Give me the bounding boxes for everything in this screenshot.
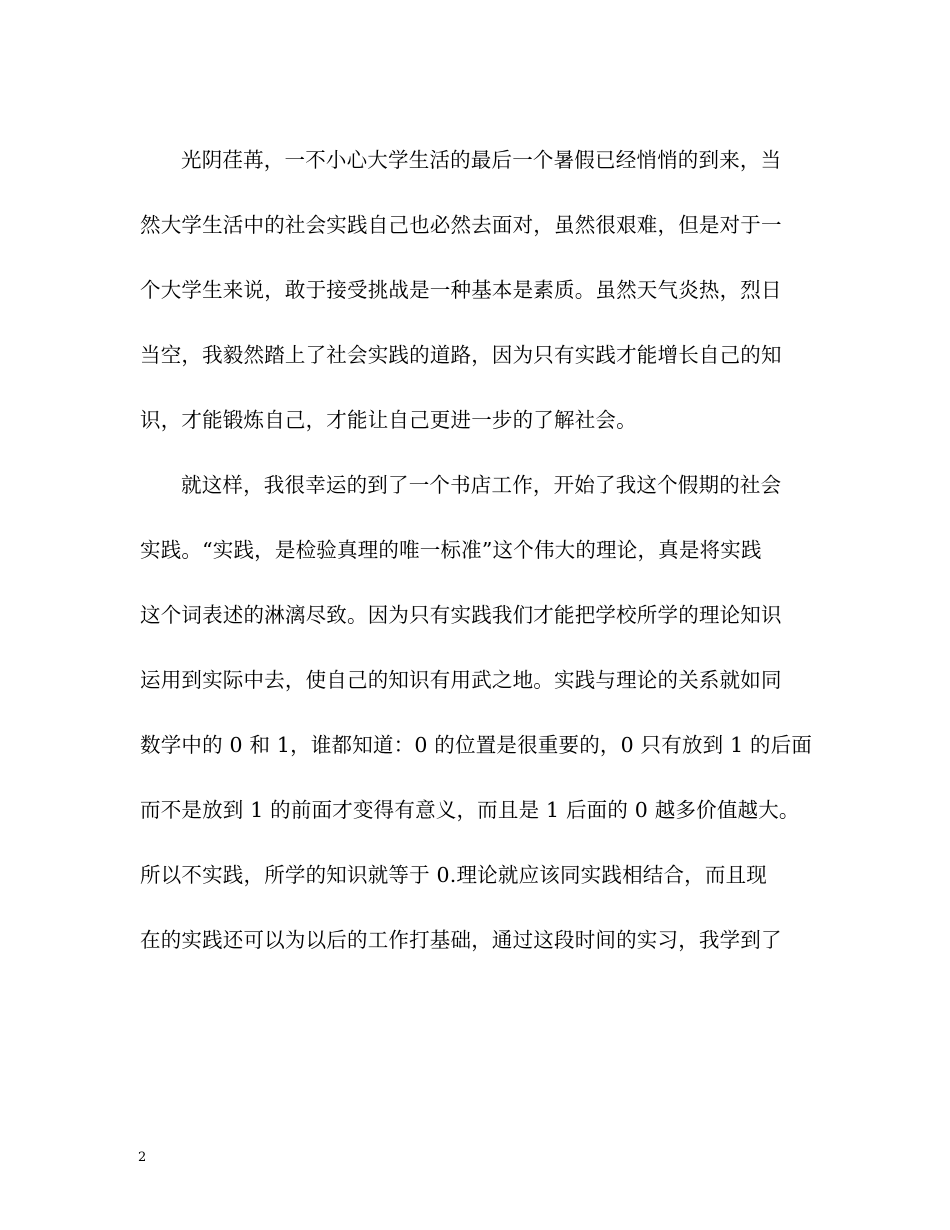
text-line: 当空，我毅然踏上了社会实践的道路，因为只有实践才能增长自己的知 [140,343,782,367]
text-line: 数学中的 0 和 1，谁都知道：0 的位置是很重要的，0 只有放到 1 的后面 [140,733,813,757]
text-line: 然大学生活中的社会实践自己也必然去面对，虽然很艰难，但是对于一 [140,213,782,237]
paragraph-1 [140,140,815,465]
text-line: 就这样，我很幸运的到了一个书店工作，开始了我这个假期的社会 [181,473,782,497]
paragraph-2 [140,465,815,985]
text-line: 光阴荏苒，一不小心大学生活的最后一个暑假已经悄悄的到来，当 [181,148,782,172]
text-line: 而不是放到 1 的前面才变得有意义，而且是 1 后面的 0 越多价值越大。 [140,798,800,822]
text-line: 在的实践还可以为以后的工作打基础，通过这段时间的实习，我学到了 [140,928,782,952]
text-line: 识，才能锻炼自己，才能让自己更进一步的了解社会。 [140,408,637,432]
page-number: 2 [138,1150,147,1165]
body-text [140,140,815,985]
text-line: 所以不实践，所学的知识就等于 0.理论就应该同实践相结合，而且现 [140,863,767,887]
text-line: 运用到实际中去，使自己的知识有用武之地。实践与理论的关系就如同 [140,668,782,692]
text-line: 这个词表述的淋漓尽致。因为只有实践我们才能把学校所学的理论知识 [140,603,782,627]
text-line: 实践。“实践，是检验真理的唯一标准”这个伟大的理论，真是将实践 [140,538,762,562]
text-line: 个大学生来说，敢于接受挑战是一种基本是素质。虽然天气炎热，烈日 [140,278,782,302]
